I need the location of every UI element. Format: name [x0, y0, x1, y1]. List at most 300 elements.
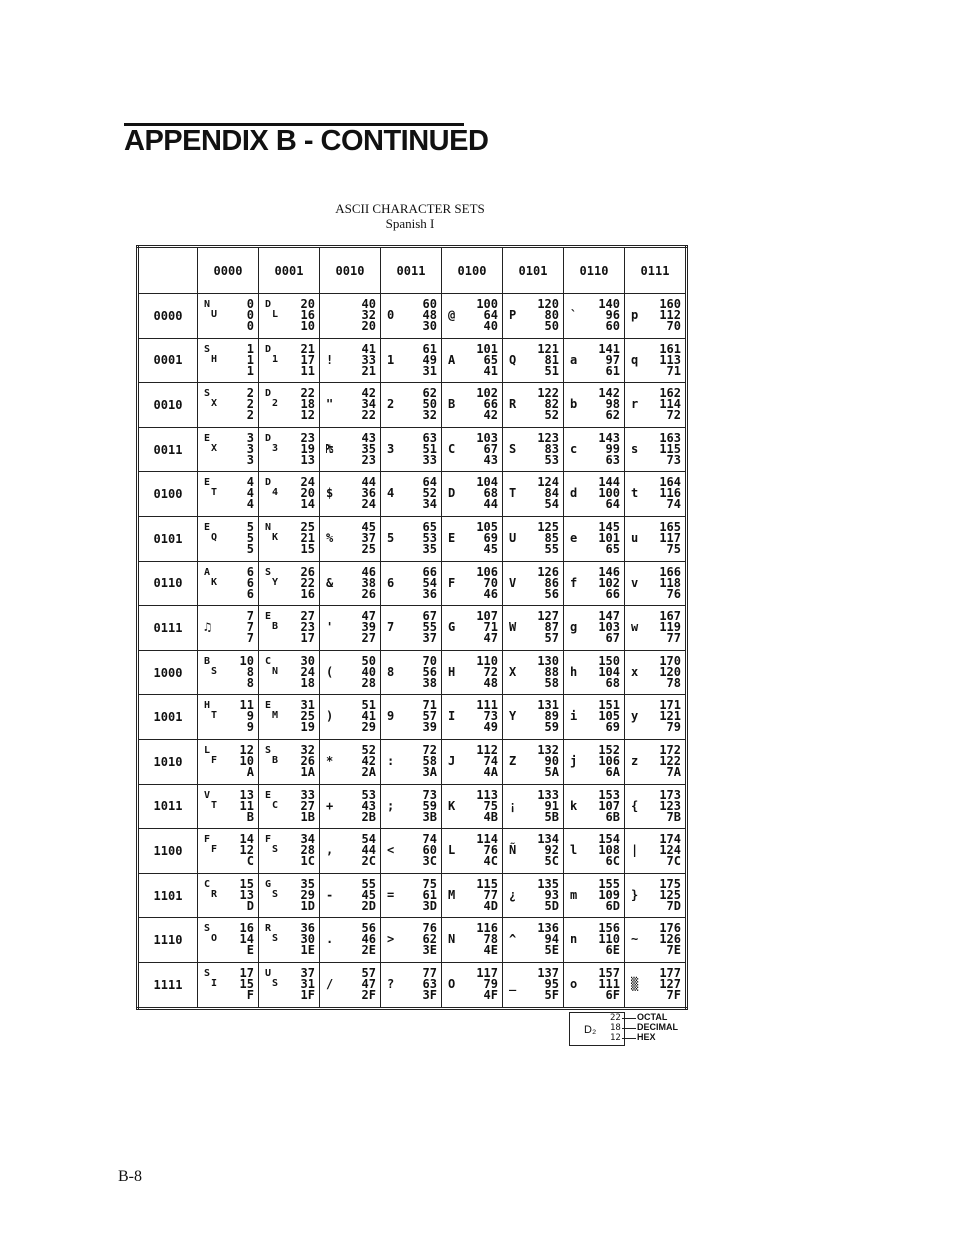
hex-value: 22	[361, 408, 376, 423]
decimal-value: 1	[246, 352, 254, 367]
decimal-value: 18	[300, 397, 315, 412]
octal-value: 146	[598, 564, 620, 579]
row-header: 0000	[138, 294, 198, 339]
character: ¡	[509, 798, 517, 813]
column-header: 0101	[503, 247, 564, 294]
hex-value: 23	[361, 452, 376, 467]
character: ,	[326, 843, 334, 858]
octal-value: 66	[422, 564, 437, 579]
character: )	[326, 709, 334, 724]
decimal-value: 21	[300, 530, 315, 545]
character: k	[570, 798, 578, 813]
table-title: ASCII CHARACTER SETS	[335, 201, 485, 216]
decimal-value: 109	[598, 887, 620, 902]
table-row	[138, 338, 687, 383]
character: *	[326, 753, 334, 768]
decimal-value: 78	[483, 932, 498, 947]
control-char-top: D	[265, 343, 272, 355]
octal-value: 45	[361, 519, 376, 534]
decimal-value: 19	[300, 441, 315, 456]
hex-value: 3E	[422, 943, 437, 958]
octal-value: 114	[476, 832, 498, 847]
decimal-value: 88	[544, 664, 559, 679]
octal-value: 10	[239, 653, 254, 668]
code-cell	[625, 739, 687, 784]
table-header-row	[138, 247, 687, 294]
control-char-bottom: 3	[272, 442, 279, 454]
hex-value: A	[246, 764, 254, 779]
code-cell	[625, 516, 687, 561]
control-char-bottom: 2	[272, 398, 279, 410]
decimal-value: 8	[246, 664, 254, 679]
octal-value: 63	[422, 430, 437, 445]
row-header: 0101	[138, 516, 198, 561]
code-cell	[259, 695, 320, 740]
code-cell	[381, 294, 442, 339]
decimal-value: 12	[239, 843, 254, 858]
octal-value: 2	[246, 386, 254, 401]
character: >	[387, 932, 395, 947]
octal-value: 117	[476, 965, 498, 980]
octal-value: 160	[659, 297, 681, 311]
octal-value: 43	[361, 430, 376, 445]
hex-value: 63	[605, 452, 620, 467]
hex-value: 2D	[361, 898, 376, 913]
legend-decimal-leader	[622, 1028, 636, 1029]
octal-value: 53	[361, 787, 376, 802]
hex-value: 6C	[605, 854, 620, 869]
code-cell	[442, 962, 503, 1008]
hex-value: 72	[666, 408, 681, 423]
code-cell	[198, 695, 259, 740]
octal-value: 111	[476, 698, 498, 713]
character: E	[448, 530, 456, 545]
character: K	[448, 798, 456, 813]
code-cell	[198, 427, 259, 472]
hex-value: 4	[246, 497, 254, 512]
character: Ñ	[509, 843, 517, 858]
code-cell	[564, 739, 625, 784]
decimal-value: 70	[483, 575, 498, 590]
decimal-value: 81	[544, 352, 559, 367]
character: !	[326, 352, 334, 367]
control-char-top: H	[204, 700, 211, 712]
column-header: 0110	[564, 247, 625, 294]
character: {	[631, 798, 639, 813]
character: 4	[387, 486, 395, 501]
hex-value: 33	[422, 452, 437, 467]
row-header: 0011	[138, 427, 198, 472]
octal-value: 144	[598, 475, 620, 490]
control-char-bottom: Q	[211, 531, 218, 543]
octal-value: 145	[598, 519, 620, 534]
code-cell	[381, 784, 442, 829]
octal-value: 12	[239, 742, 254, 757]
octal-value: 73	[422, 787, 437, 802]
character: ₧	[326, 441, 334, 456]
decimal-value: 83	[544, 441, 559, 456]
table-row	[138, 739, 687, 784]
decimal-value: 49	[422, 352, 437, 367]
octal-value: 105	[476, 519, 498, 534]
decimal-value: 121	[659, 709, 681, 724]
decimal-value: 65	[483, 352, 498, 367]
code-cell	[320, 695, 381, 740]
hex-value: 55	[544, 541, 559, 556]
octal-value: 41	[361, 341, 376, 356]
octal-value: 173	[659, 787, 681, 802]
control-char-top: N	[265, 521, 272, 533]
decimal-value: 113	[659, 352, 681, 367]
character: }	[631, 887, 639, 902]
code-cell	[320, 427, 381, 472]
code-cell	[625, 962, 687, 1008]
octal-value: 131	[537, 698, 559, 713]
code-cell	[320, 383, 381, 428]
table-row	[138, 918, 687, 963]
octal-value: 103	[476, 430, 498, 445]
hex-value: 76	[666, 586, 681, 601]
decimal-value: 55	[422, 620, 437, 635]
character: y	[631, 709, 639, 724]
control-char-top: L	[204, 744, 211, 756]
decimal-value: 14	[239, 932, 254, 947]
hex-value: 50	[544, 319, 559, 333]
character: @	[448, 308, 456, 322]
code-cell	[503, 472, 564, 517]
decimal-value: 86	[544, 575, 559, 590]
table-corner-cell	[138, 247, 198, 294]
character: d	[570, 486, 578, 501]
control-char-bottom: T	[211, 487, 218, 499]
decimal-value: 96	[605, 308, 620, 322]
code-cell	[198, 739, 259, 784]
decimal-value: 120	[659, 664, 681, 679]
decimal-value: 110	[598, 932, 620, 947]
control-char-top: E	[204, 477, 211, 489]
decimal-value: 68	[483, 486, 498, 501]
decimal-value: 103	[598, 620, 620, 635]
hex-value: 25	[361, 541, 376, 556]
decimal-value: 41	[361, 709, 376, 724]
control-char-top: C	[204, 878, 211, 890]
hex-value: 3A	[422, 764, 437, 779]
control-char-top: E	[265, 700, 272, 712]
column-header: 0100	[442, 247, 503, 294]
hex-value: E	[246, 943, 254, 958]
hex-value: 65	[605, 541, 620, 556]
character: &	[326, 575, 334, 590]
octal-value: 50	[361, 653, 376, 668]
decimal-value: 0	[246, 308, 254, 322]
octal-value: 142	[598, 386, 620, 401]
octal-value: 113	[476, 787, 498, 802]
decimal-value: 9	[246, 709, 254, 724]
decimal-value: 98	[605, 397, 620, 412]
octal-value: 122	[537, 386, 559, 401]
hex-value: 5	[246, 541, 254, 556]
code-cell	[564, 383, 625, 428]
character: P	[509, 308, 517, 322]
character: g	[570, 620, 578, 635]
decimal-value: 116	[659, 486, 681, 501]
octal-value: 32	[300, 742, 315, 757]
table-subtitle: Spanish I	[385, 216, 435, 231]
octal-value: 20	[300, 297, 315, 311]
decimal-value: 108	[598, 843, 620, 858]
hex-value: 12	[300, 408, 315, 423]
decimal-value: 118	[659, 575, 681, 590]
octal-value: 30	[300, 653, 315, 668]
code-cell	[259, 561, 320, 606]
hex-value: 7E	[666, 943, 681, 958]
decimal-value: 85	[544, 530, 559, 545]
code-cell	[259, 650, 320, 695]
character: p	[631, 308, 639, 322]
hex-value: 62	[605, 408, 620, 423]
character: +	[326, 798, 334, 813]
decimal-value: 101	[598, 530, 620, 545]
code-cell	[381, 650, 442, 695]
hex-value: 69	[605, 720, 620, 735]
hex-value: 4B	[483, 809, 498, 824]
octal-value: 36	[300, 921, 315, 936]
octal-value: 33	[300, 787, 315, 802]
code-cell	[198, 472, 259, 517]
octal-value: 175	[659, 876, 681, 891]
code-cell	[503, 650, 564, 695]
code-cell	[198, 873, 259, 918]
hex-value: 57	[544, 631, 559, 646]
decimal-value: 46	[361, 932, 376, 947]
row-header: 0110	[138, 561, 198, 606]
legend-octal-value: 22	[610, 1013, 621, 1023]
code-cell	[259, 918, 320, 963]
decimal-value: 72	[483, 664, 498, 679]
decimal-value: 82	[544, 397, 559, 412]
row-header: 0111	[138, 606, 198, 651]
code-cell	[564, 918, 625, 963]
table-row	[138, 516, 687, 561]
character: ^	[509, 932, 517, 947]
octal-value: 141	[598, 341, 620, 356]
octal-value: 135	[537, 876, 559, 891]
octal-value: 156	[598, 921, 620, 936]
code-cell	[564, 650, 625, 695]
decimal-value: 125	[659, 887, 681, 902]
octal-value: 171	[659, 698, 681, 713]
code-cell	[503, 561, 564, 606]
octal-value: 15	[239, 876, 254, 891]
decimal-value: 104	[598, 664, 620, 679]
hex-value: 78	[666, 675, 681, 690]
character: ▒	[631, 976, 639, 991]
decimal-value: 71	[483, 620, 498, 635]
character: z	[631, 753, 639, 768]
octal-value: 17	[239, 965, 254, 980]
hex-value: 27	[361, 631, 376, 646]
table-row	[138, 873, 687, 918]
control-char-top: U	[265, 967, 272, 979]
hex-value: 32	[422, 408, 437, 423]
octal-value: 67	[422, 609, 437, 624]
control-char-top: R	[265, 923, 272, 935]
character: M	[448, 887, 456, 902]
hex-value: 17	[300, 631, 315, 646]
octal-value: 174	[659, 832, 681, 847]
hex-value: 52	[544, 408, 559, 423]
character: .	[326, 932, 334, 947]
character: w	[631, 620, 639, 635]
octal-value: 31	[300, 698, 315, 713]
octal-value: 153	[598, 787, 620, 802]
octal-value: 64	[422, 475, 437, 490]
decimal-value: 79	[483, 976, 498, 991]
code-cell	[198, 784, 259, 829]
decimal-value: 16	[300, 308, 315, 322]
decimal-value: 22	[300, 575, 315, 590]
row-header: 0001	[138, 338, 198, 383]
code-cell	[320, 829, 381, 874]
decimal-value: 84	[544, 486, 559, 501]
octal-value: 1	[246, 341, 254, 356]
hex-value: 5C	[544, 854, 559, 869]
octal-value: 11	[239, 698, 254, 713]
decimal-value: 95	[544, 976, 559, 991]
control-char-top: S	[204, 967, 211, 979]
code-cell	[442, 472, 503, 517]
hex-value: 75	[666, 541, 681, 556]
octal-value: 34	[300, 832, 315, 847]
octal-value: 124	[537, 475, 559, 490]
hex-value: 64	[605, 497, 620, 512]
code-cell	[381, 962, 442, 1008]
code-cell	[320, 338, 381, 383]
code-cell	[442, 829, 503, 874]
code-cell	[564, 873, 625, 918]
octal-value: 161	[659, 341, 681, 356]
control-char-bottom: L	[272, 309, 279, 320]
control-char-top: D	[265, 477, 272, 489]
character: 8	[387, 664, 395, 679]
character: x	[631, 664, 639, 679]
control-char-bottom: F	[211, 844, 218, 856]
code-cell	[503, 873, 564, 918]
character: h	[570, 664, 578, 679]
decimal-value: 2	[246, 397, 254, 412]
control-char-top: D	[265, 388, 272, 400]
character: ~	[631, 932, 639, 947]
character: l	[570, 843, 578, 858]
code-cell	[320, 784, 381, 829]
octal-value: 120	[537, 297, 559, 311]
code-cell	[381, 472, 442, 517]
control-char-top: D	[265, 432, 272, 444]
decimal-value: 51	[422, 441, 437, 456]
octal-value: 44	[361, 475, 376, 490]
octal-value: 4	[246, 475, 254, 490]
code-cell	[442, 516, 503, 561]
octal-value: 62	[422, 386, 437, 401]
decimal-value: 66	[483, 397, 498, 412]
decimal-value: 24	[300, 664, 315, 679]
hex-value: 58	[544, 675, 559, 690]
control-char-top: S	[204, 923, 211, 935]
hex-value: 34	[422, 497, 437, 512]
octal-value: 25	[300, 519, 315, 534]
octal-value: 165	[659, 519, 681, 534]
decimal-value: 50	[422, 397, 437, 412]
decimal-value: 59	[422, 798, 437, 813]
code-cell	[259, 829, 320, 874]
control-char-bottom: O	[211, 933, 218, 945]
decimal-value: 61	[422, 887, 437, 902]
table-row	[138, 294, 687, 339]
hex-value: 46	[483, 586, 498, 601]
decimal-value: 67	[483, 441, 498, 456]
octal-value: 163	[659, 430, 681, 445]
hex-value: 61	[605, 363, 620, 378]
octal-value: 167	[659, 609, 681, 624]
decimal-value: 74	[483, 753, 498, 768]
character: r	[631, 397, 639, 412]
control-char-bottom: B	[272, 621, 279, 633]
hex-value: 70	[666, 319, 681, 333]
octal-value: 170	[659, 653, 681, 668]
code-cell	[198, 829, 259, 874]
page-number: B-8	[118, 1168, 142, 1185]
hex-value: 6E	[605, 943, 620, 958]
octal-value: 157	[598, 965, 620, 980]
octal-value: 70	[422, 653, 437, 668]
code-cell	[198, 516, 259, 561]
octal-value: 164	[659, 475, 681, 490]
character: B	[448, 397, 456, 412]
code-cell	[320, 472, 381, 517]
code-cell	[625, 918, 687, 963]
control-char-top: C	[265, 655, 272, 667]
character: 2	[387, 397, 395, 412]
character: _	[509, 976, 517, 991]
control-char-top: S	[265, 744, 272, 756]
code-cell	[320, 561, 381, 606]
code-cell	[259, 383, 320, 428]
control-char-bottom: B	[272, 754, 279, 766]
code-cell	[381, 829, 442, 874]
hex-value: 47	[483, 631, 498, 646]
hex-value: 8	[246, 675, 254, 690]
hex-value: 7A	[666, 764, 681, 779]
hex-value: 6B	[605, 809, 620, 824]
octal-value: 140	[598, 297, 620, 311]
decimal-value: 76	[483, 843, 498, 858]
code-cell	[259, 294, 320, 339]
table-row	[138, 383, 687, 428]
control-char-bottom: S	[272, 933, 279, 945]
character: H	[448, 664, 456, 679]
octal-value: 75	[422, 876, 437, 891]
decimal-value: 126	[659, 932, 681, 947]
character: J	[448, 753, 456, 768]
hex-value: 2B	[361, 809, 376, 824]
character: t	[631, 486, 639, 501]
code-cell	[259, 516, 320, 561]
code-cell	[625, 294, 687, 339]
legend-char: D₂	[584, 1024, 597, 1036]
octal-value: 112	[476, 742, 498, 757]
octal-value: 115	[476, 876, 498, 891]
hex-value: 3	[246, 452, 254, 467]
